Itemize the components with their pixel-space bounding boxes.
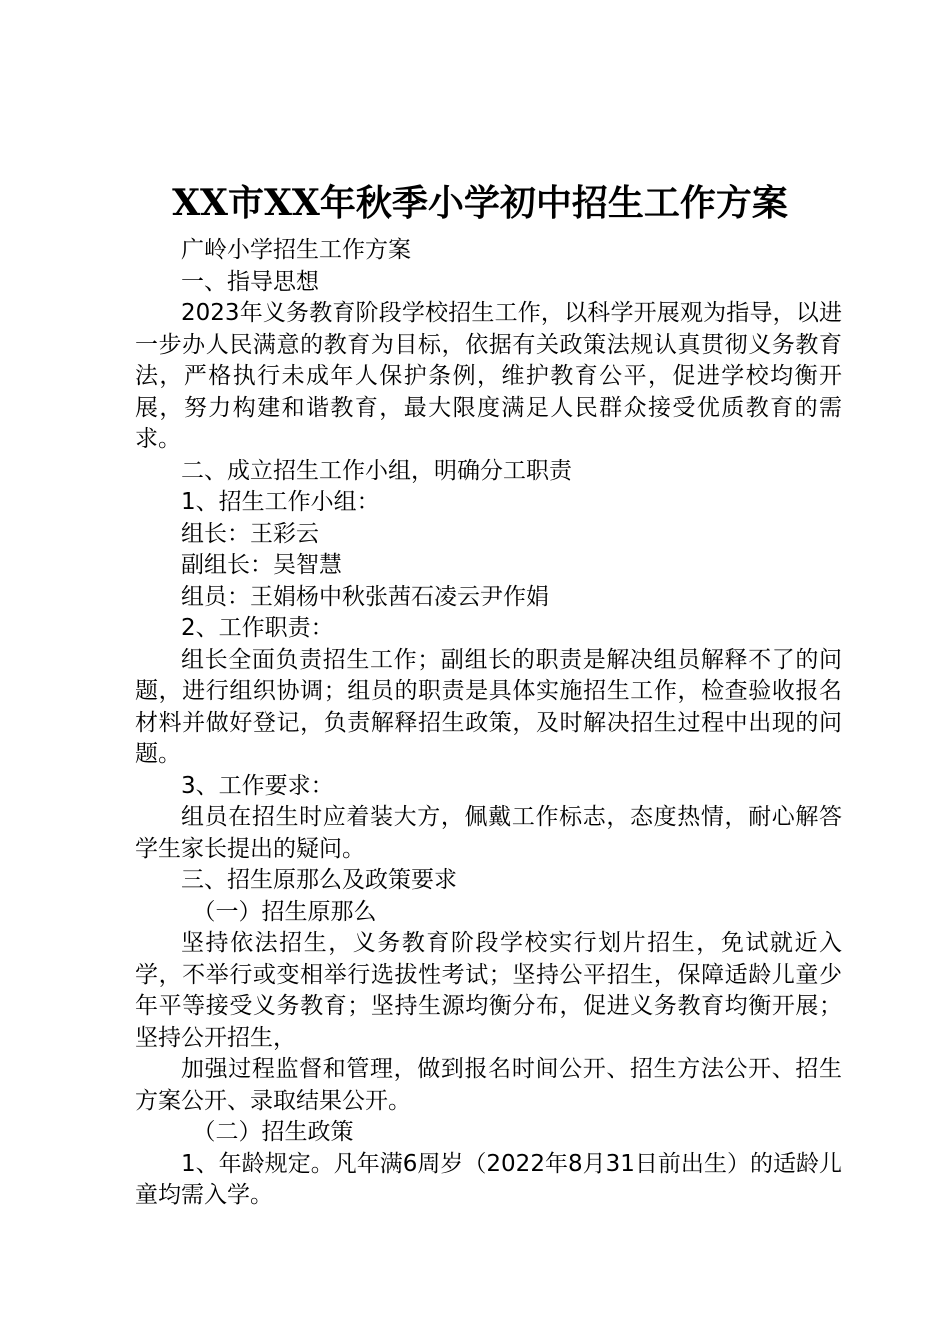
- subsection-heading: 3、工作要求：: [181, 772, 334, 799]
- subsection-heading: 2、工作职责：: [181, 615, 334, 641]
- subsection-heading: （一）招生原那么: [192, 898, 377, 925]
- subsection-heading: （二）招生政策: [192, 1119, 354, 1145]
- school-plan-heading: 广岭小学招生工作方案: [181, 237, 411, 263]
- document-title: XX市XX年秋季小学初中招生工作方案: [172, 182, 788, 224]
- body-paragraph: 加强过程监督和管理，做到报名时间公开、招生方法公开、招生方案公开、录取结果公开。: [135, 1056, 842, 1114]
- team-member-line: 组长：王彩云: [181, 520, 319, 547]
- document-body: [135, 235, 842, 1212]
- body-paragraph: 组员在招生时应着装大方，佩戴工作标志，态度热情，耐心解答学生家长提出的疑问。: [135, 804, 842, 862]
- team-member-line: 组员：王娟杨中秋张茜石凌云尹作娟: [181, 583, 549, 610]
- body-paragraph: 组长全面负责招生工作；副组长的职责是解决组员解释不了的问题，进行组织协调；组员的职责是具体实施招生工作，检查验收报名材料并做好登记，负责解释招生政策，及时解决招生过程中出现的问题。: [135, 646, 842, 767]
- subsection-heading: 1、招生工作小组：: [181, 489, 380, 515]
- section-heading: 三、招生原那么及政策要求: [181, 867, 457, 893]
- section-heading: 一、指导思想: [181, 268, 319, 295]
- team-member-line: 副组长：吴智慧: [181, 552, 342, 578]
- body-paragraph: 坚持依法招生，义务教育阶段学校实行划片招生，免试就近入学，不举行或变相举行选拔性考试；坚持公平招生，保障适龄儿童少年平等接受义务教育；坚持生源均衡分布，促进义务教育均衡开展；坚持公开招生，: [135, 930, 842, 1051]
- section-heading: 二、成立招生工作小组，明确分工职责: [181, 457, 572, 484]
- body-paragraph: 2023年义务教育阶段学校招生工作，以科学开展观为指导，以进一步办人民满意的教育为目标，依据有关政策法规认真贯彻义务教育法，严格执行未成年人保护条例，维护教育公平，促进学校均衡开展，努力构建和谐教育，最大限度满足人民群众接受优质教育的需求。: [135, 300, 842, 452]
- body-paragraph: 1、年龄规定。凡年满6周岁（2022年8月31日前出生）的适龄儿童均需入学。: [135, 1150, 842, 1208]
